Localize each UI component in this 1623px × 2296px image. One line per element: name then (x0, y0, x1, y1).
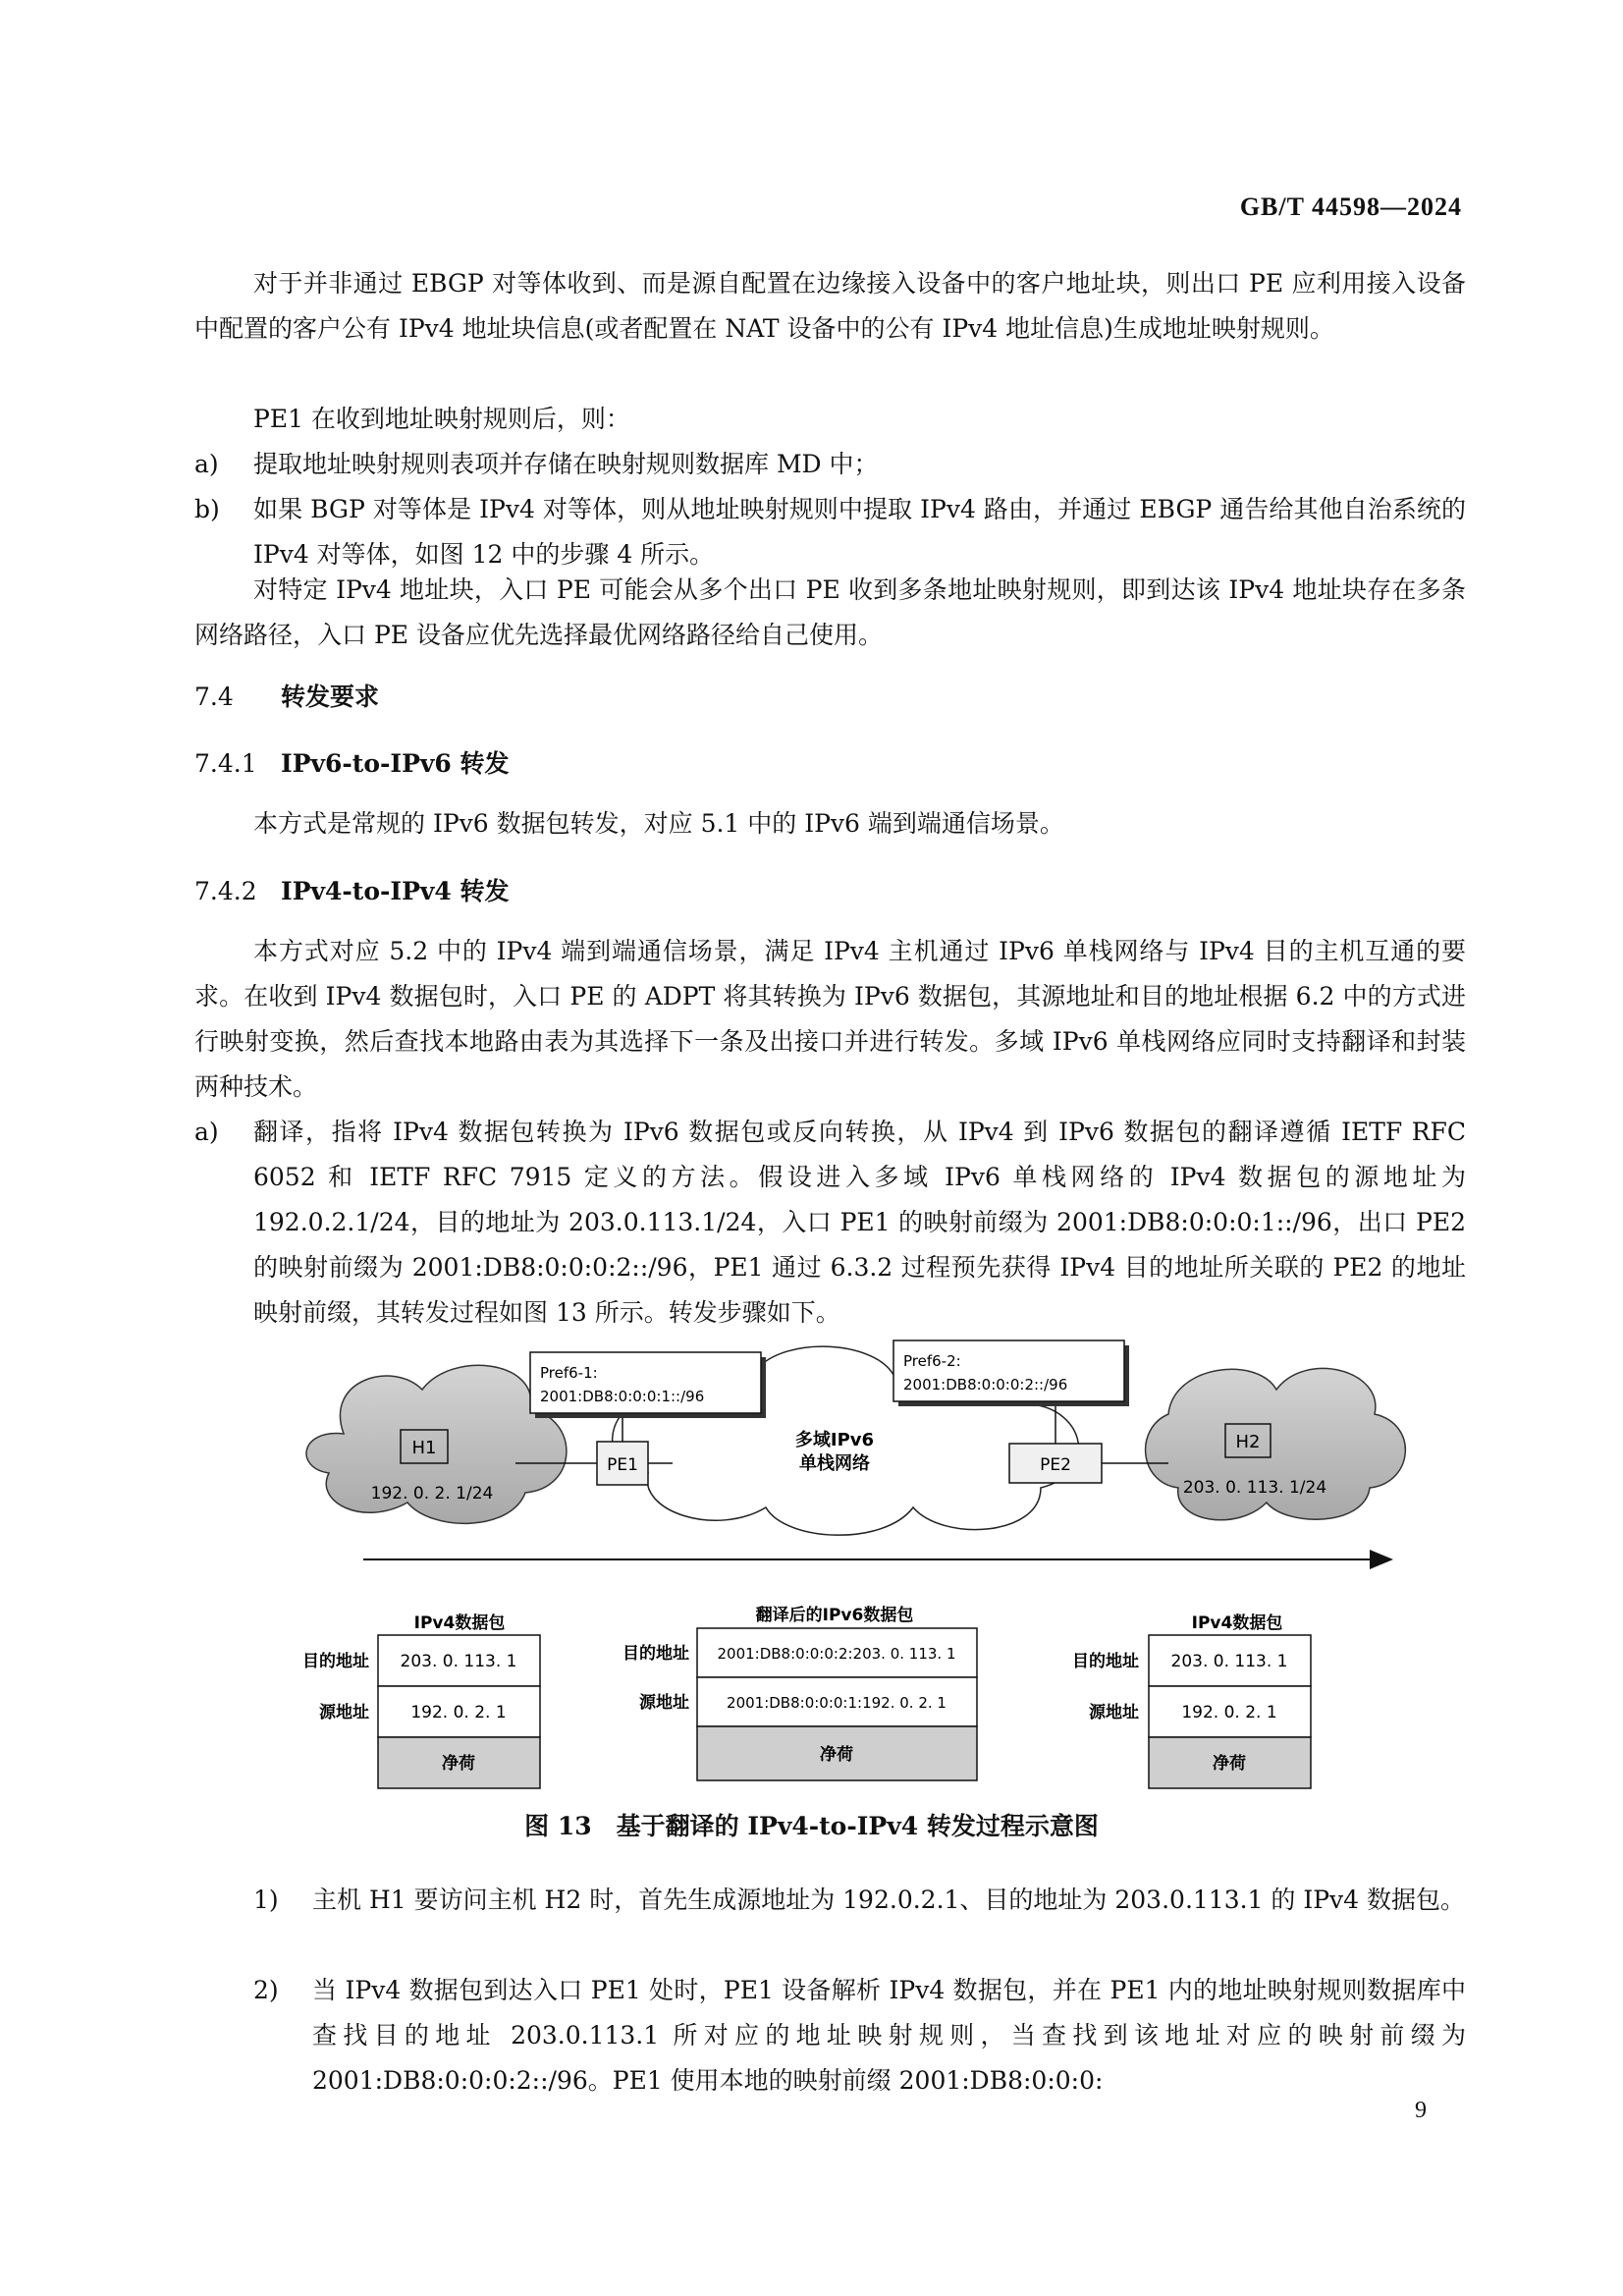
list-item (253, 1878, 1466, 1923)
packet-payload: 净荷 (442, 1754, 475, 1774)
paragraph: 本方式是常规的 IPv6 数据包转发，对应 5.1 中的 IPv6 端到端通信场景。 (253, 809, 1064, 838)
h1-address: 192. 0. 2. 1/24 (370, 1484, 494, 1503)
list-text: 主机 H1 要访问主机 H2 时，首先生成源地址为 192.0.2.1、目的地址为 203.0.113.1 的 IPv4 数据包。 (312, 1886, 1466, 1914)
network-label: 多域IPv6 (794, 1430, 875, 1450)
pref6-2-prefix: 2001:DB8:0:0:0:2::/96 (903, 1376, 1068, 1394)
figure-caption: 图 13 基于翻译的 IPv4-to-IPv4 转发过程示意图 (524, 1812, 1099, 1840)
list-label: a) (194, 1118, 219, 1146)
section-title: 转发要求 (281, 683, 380, 711)
section-title: IPv4-to-IPv4 转发 (281, 877, 510, 905)
list-item (194, 487, 1466, 577)
paragraph: 对于并非通过 EBGP 对等体收到、而是源自配置在边缘接入设备中的客户地址块，则出口 PE 应利用接入设备中配置的客户公有 IPv4 地址块信息(或者配置在 NAT 设备中的公有 IPv4 地址信息)生成地址映射规则。 (194, 269, 1466, 343)
pe2-label: PE2 (1040, 1455, 1071, 1475)
pe1-label: PE1 (607, 1455, 638, 1475)
pref6-1-prefix: 2001:DB8:0:0:0:1::/96 (540, 1388, 705, 1405)
section-heading (194, 678, 379, 717)
packet-dst-label: 目的地址 (302, 1652, 369, 1671)
h1-label: H1 (411, 1438, 437, 1458)
packet-payload: 净荷 (820, 1745, 853, 1765)
packet-dst-value: 203. 0. 113. 1 (400, 1652, 517, 1671)
packet-title: 翻译后的IPv6数据包 (755, 1606, 914, 1625)
list-text: 提取地址映射规则表项并存储在映射规则数据库 MD 中； (253, 450, 879, 478)
packet-src-value: 192. 0. 2. 1 (410, 1703, 507, 1722)
packet-src-label: 源地址 (1089, 1703, 1139, 1722)
packet-src-label: 源地址 (319, 1703, 369, 1722)
h2-label: H2 (1235, 1432, 1261, 1452)
section-number: 7.4 (194, 683, 234, 711)
packet-src-value: 192. 0. 2. 1 (1181, 1703, 1277, 1722)
figure-13 (285, 1336, 1463, 1797)
section-heading (194, 744, 510, 784)
list-text: 翻译，指将 IPv4 数据包转换为 IPv6 数据包或反向转换，从 IPv4 到 IPv6 数据包的翻译遵循 IETF RFC 6052 和 IETF RFC 7915 定义的方法。假设进入多域 IPv6 单栈网络的 IPv4 数据包的源地址为 192.0.2.1/24，目的地址为 203.0.113.1/24，入口 PE1 的映射前缀为 2001:DB8:0:0:0:1::/96，出口 PE2 的映射前缀为 2001:DB8:0:0:0:2::/96，PE1 通过 6.3.2 过程预先获得 IPv4 目的地址所关联的 PE2 的地址映射前缀，其转发过程如图 13 所示。转发步骤如下。 (253, 1118, 1466, 1327)
section-heading (194, 872, 510, 911)
packet-dst-value: 2001:DB8:0:0:0:2:203. 0. 113. 1 (717, 1645, 956, 1663)
list-item (194, 442, 1466, 487)
list-label: 1) (253, 1886, 279, 1914)
packet-title: IPv4数据包 (1191, 1613, 1283, 1633)
packet-dst-value: 203. 0. 113. 1 (1170, 1652, 1288, 1671)
standard-number: GB/T 44598—2024 (1239, 192, 1462, 221)
packet-dst-label: 目的地址 (1072, 1652, 1139, 1671)
packet-src-label: 源地址 (639, 1693, 689, 1713)
list-label: b) (194, 495, 220, 523)
paragraph: 对特定 IPv4 地址块，入口 PE 可能会从多个出口 PE 收到多条地址映射规则，即到达该 IPv4 地址块存在多条网络路径，入口 PE 设备应优先选择最优网络路径给自己使用。 (194, 575, 1466, 649)
section-title: IPv6-to-IPv6 转发 (281, 749, 510, 778)
pref6-2-title: Pref6-2: (903, 1352, 961, 1370)
list-label: 2) (253, 1976, 279, 2004)
paragraph: 本方式对应 5.2 中的 IPv4 端到端通信场景，满足 IPv4 主机通过 IPv6 单栈网络与 IPv4 目的主机互通的要求。在收到 IPv4 数据包时，入口 PE 的 ADPT 将其转换为 IPv6 数据包，其源地址和目的地址根据 6.2 中的方式进行映射变换，然后查找本地路由表为其选择下一条及出接口并进行转发。多域 IPv6 单栈网络应同时支持翻译和封装两种技术。 (194, 937, 1466, 1101)
packet-payload: 净荷 (1213, 1754, 1246, 1774)
page-number: 9 (1415, 2098, 1427, 2123)
h2-address: 203. 0. 113. 1/24 (1182, 1478, 1327, 1498)
section-number: 7.4.2 (194, 877, 257, 905)
packet-title: IPv4数据包 (413, 1613, 506, 1633)
network-label: 单栈网络 (799, 1453, 870, 1474)
list-text: 当 IPv4 数据包到达入口 PE1 处时，PE1 设备解析 IPv4 数据包，并在 PE1 内的地址映射规则数据库中查找目的地址 203.0.113.1 所对应的地址映射规则，当查找到该地址对应的映射前缀为 2001:DB8:0:0:0:2::/96。PE1 使用本地的映射前缀 2001:DB8:0:0:0: (312, 1976, 1466, 2095)
list-text: 如果 BGP 对等体是 IPv4 对等体，则从地址映射规则中提取 IPv4 路由，并通过 EBGP 通告给其他自治系统的 IPv4 对等体，如图 12 中的步骤 4 所示。 (253, 495, 1466, 569)
packet-dst-label: 目的地址 (622, 1644, 689, 1664)
list-item (253, 1968, 1466, 2104)
list-item (194, 1110, 1466, 1336)
paragraph: PE1 在收到地址映射规则后，则： (253, 405, 630, 433)
section-number: 7.4.1 (194, 749, 257, 778)
pref6-1-title: Pref6-1: (540, 1364, 598, 1382)
list-label: a) (194, 450, 219, 478)
packet-src-value: 2001:DB8:0:0:0:1:192. 0. 2. 1 (727, 1694, 947, 1712)
